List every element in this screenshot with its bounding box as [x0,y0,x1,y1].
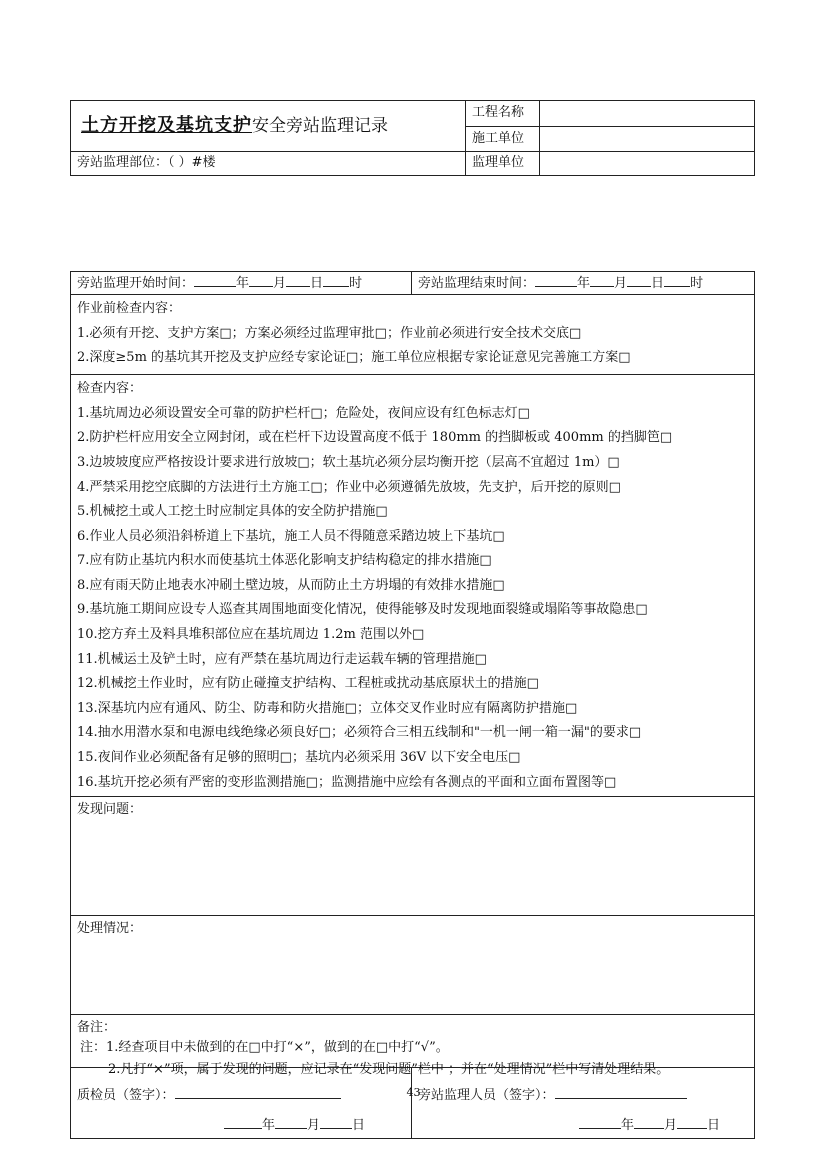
check-row [71,375,755,797]
footnotes [80,1037,669,1081]
location-label: 旁站监理部位：（ ）#楼 [77,155,216,171]
end-year-unit: 年 [577,276,591,292]
check-item: 9.基坑施工期间应设专人巡查其周围地面变化情况，使得能够及时发现地面裂缝或塌陷等事故隐患□ [77,602,648,618]
pre-check-row [71,295,755,375]
check-item: 14.抽水用潜水泵和电源电线绝缘必须良好□；必须符合三相五线制和"一机一闸一箱一漏"的要求□ [77,725,642,741]
footnote-2: 2.凡打“×”项，属于发现的问题，应记录在“发现问题”栏中 ；并在“处理情况”栏中写清处理结果。 [108,1062,670,1077]
start-year-field[interactable] [194,274,236,287]
start-month-unit: 月 [273,276,287,292]
check-section [71,375,755,797]
end-time-cell [412,272,755,295]
check-item: 16.基坑开挖必须有严密的变形监测措施□；监测措施中应绘有各测点的平面和立面布置图等□ [77,774,617,790]
construction-unit-cell [466,126,540,152]
pre-check-item: 1.必须有开挖、支护方案□；方案必须经过监理审批□；作业前必须进行安全技术交底□ [77,325,582,341]
project-name-text: 工程名称 [472,105,525,121]
supervisor-month-field[interactable] [634,1116,664,1129]
supervisor-year-field[interactable] [579,1116,621,1129]
time-row [71,272,755,295]
pre-check-item: 2.深度≥5m 的基坑其开挖及支护应经专家论证□；施工单位应根据专家论证意见完善施工方案□ [77,350,631,366]
inspector-day-field[interactable] [320,1116,352,1129]
end-time-label: 旁站监理结束时间： [418,276,536,292]
problems-row [71,797,755,916]
problems-label: 发现问题： [77,802,143,817]
project-name-value[interactable] [540,101,755,127]
construction-unit-value[interactable] [540,126,755,152]
end-hour-unit: 时 [690,276,704,292]
supervisor-label: 旁站监理人员（签字）： [418,1088,555,1103]
check-item: 6.作业人员必须沿斜桥道上下基坑，施工人员不得随意采踏边坡上下基坑□ [77,528,505,544]
check-item: 3.边坡坡度应严格按设计要求进行放坡□；软土基坑必须分层均衡开挖（层高不宜超过 1m）□ [77,454,620,470]
inspector-month-unit: 月 [306,1118,320,1134]
page-number: 43 [406,1086,421,1099]
check-item: 8.应有雨天防止地表水冲刷土壁边坡，从而防止土方坍塌的有效排水措施□ [77,577,505,593]
check-item: 10.挖方弃土及料具堆积部位应在基坑周边 1.2m 范围以外□ [77,627,425,643]
check-item: 15.夜间作业必须配备有足够的照明□；基坑内必须采用 36V 以下安全电压□ [77,750,521,766]
footnote-1: 注：1.经查项目中未做到的在□中打“×”，做到的在□中打“√”。 [80,1040,449,1055]
check-item: 7.应有防止基坑内积水而使基坑土体恶化影响支护结构稳定的排水措施□ [77,553,492,569]
handling-section[interactable] [71,916,755,1015]
check-item: 13.深基坑内应有通风、防尘、防毒和防火措施□；立体交叉作业时应有隔离防护措施□ [77,700,578,716]
check-item: 2.防护栏杆应用安全立网封闭，或在栏杆下边设置高度不低于 180mm 的挡脚板或 400mm 的挡脚笆□ [77,430,673,446]
start-hour-unit: 时 [349,276,363,292]
inspector-month-field[interactable] [275,1116,307,1129]
start-time-cell [71,272,412,295]
supervision-unit-value[interactable] [540,152,755,176]
start-day-unit: 日 [310,276,324,292]
supervision-unit-text: 监理单位 [472,155,525,171]
end-hour-field[interactable] [664,274,690,287]
construction-unit-text: 施工单位 [472,130,525,146]
start-time-label: 旁站监理开始时间： [77,276,195,292]
supervisor-day-unit: 日 [706,1118,720,1134]
check-item: 1.基坑周边必须设置安全可靠的防护栏杆□；危险处，夜间应设有红色标志灯□ [77,405,530,421]
header-value-table [70,100,755,176]
supervisor-day-field[interactable] [677,1116,707,1129]
body-table [70,271,755,1139]
pre-check-heading: 作业前检查内容： [77,301,182,317]
location-cell [71,152,466,176]
check-heading: 检查内容： [77,381,143,397]
problems-section[interactable] [71,797,755,916]
title-main-text: 土方开挖及基坑支护 [81,115,252,137]
end-month-field[interactable] [590,274,614,287]
start-day-field[interactable] [286,274,310,287]
inspector-day-unit: 日 [351,1118,365,1134]
supervisor-year-unit: 年 [620,1118,634,1134]
start-year-unit: 年 [236,276,250,292]
end-year-field[interactable] [535,274,577,287]
inspector-year-field[interactable] [224,1116,262,1129]
start-hour-field[interactable] [323,274,349,287]
check-item: 12.机械挖土作业时，应有防止碰撞支护结构、工程桩或扰动基底原状土的措施□ [77,676,539,692]
check-item: 5.机械挖土或人工挖土时应制定具体的安全防护措施□ [77,504,388,520]
pre-check-section [71,295,755,375]
end-month-unit: 月 [614,276,628,292]
inspector-label: 质检员（签字）： [77,1088,175,1103]
start-month-field[interactable] [249,274,273,287]
supervisor-month-unit: 月 [663,1118,677,1134]
remarks-label: 备注： [77,1020,117,1035]
handling-label: 处理情况： [77,921,143,936]
title-cell [71,101,466,152]
check-item: 4.严禁采用挖空底脚的方法进行土方施工□；作业中必须遵循先放坡，先支护，后开挖的原则□ [77,479,621,495]
end-day-unit: 日 [651,276,665,292]
check-item: 11.机械运土及铲土时，应有严禁在基坑周边行走运载车辆的管理措施□ [77,651,487,667]
handling-row [71,916,755,1015]
supervision-unit-cell [466,152,540,176]
inspector-year-unit: 年 [261,1118,275,1134]
title-sub-text: 安全旁站监理记录 [252,116,388,137]
project-name-cell [466,101,540,127]
end-day-field[interactable] [627,274,651,287]
